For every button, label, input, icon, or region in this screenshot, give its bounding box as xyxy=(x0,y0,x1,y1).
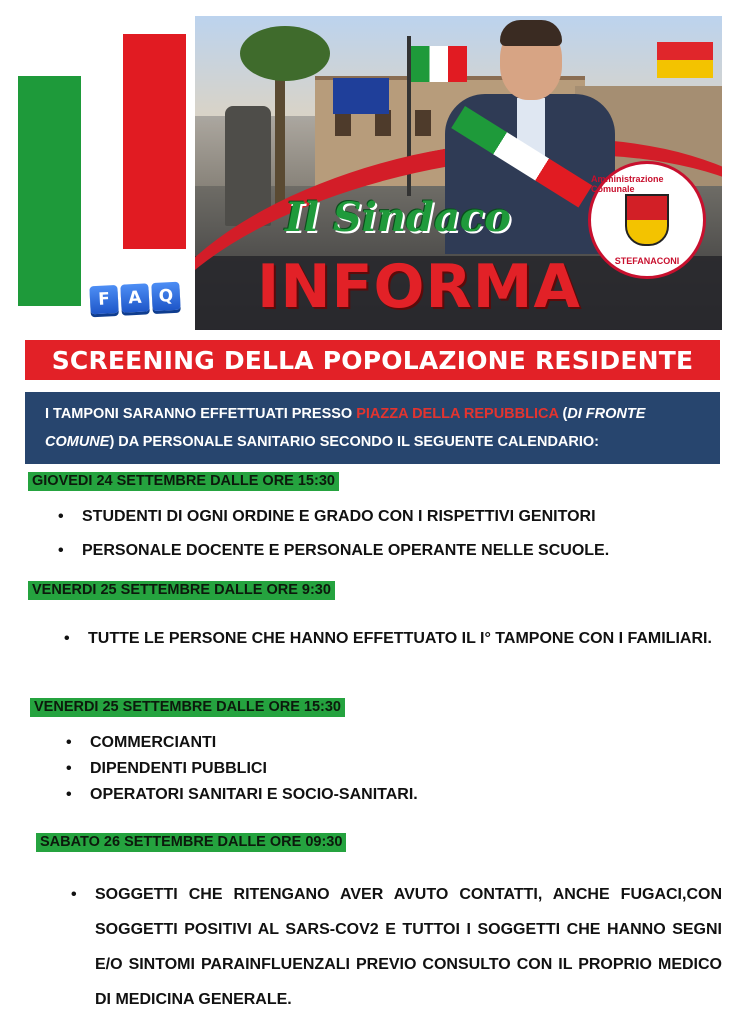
list-item: • DIPENDENTI PUBBLICI xyxy=(90,760,418,786)
date-label-4: SABATO 26 SETTEMBRE DALLE ORE 09:30 xyxy=(36,833,346,852)
list-item: • OPERATORI SANITARI E SOCIO-SANITARI. xyxy=(90,786,418,812)
flag-red-bar xyxy=(123,34,186,249)
palm-leaves xyxy=(240,26,330,81)
regional-flag-icon xyxy=(657,42,713,78)
list-item: • SOGGETTI CHE RITENGANO AVER AVUTO CONTATTI, ANCHE FUGACI,CON SOGGETTI POSITIVI AL SARS-COV2 E TUTTOI I SOGGETTI CHE HANNO SEGNI E/O SINTOMI PARAINFLUENZALI PREVIO CONSULTO CON IL PROPRIO MEDICO DI MEDICINA GENERALE. xyxy=(95,877,722,1017)
flag-green-bar xyxy=(18,76,81,306)
list-item: • TUTTE LE PERSONE CHE HANNO EFFETTUATO IL I° TAMPONE CON I FAMILIARI. xyxy=(88,623,720,655)
banner-image xyxy=(195,16,722,330)
list-item: • PERSONALE DOCENTE E PERSONALE OPERANTE NELLE SCUOLE. xyxy=(82,542,609,576)
list-4 xyxy=(95,877,722,1017)
faq-letter-q: Q xyxy=(151,282,180,311)
list-item: • COMMERCIANTI xyxy=(90,734,418,760)
list-item: • STUDENTI DI OGNI ORDINE E GRADO CON I RISPETTIVI GENITORI xyxy=(82,508,609,542)
eu-flag-icon xyxy=(333,78,389,114)
info-text-2: ( xyxy=(558,406,568,422)
info-place: PIAZZA DELLA REPUBBLICA xyxy=(356,406,559,422)
banner-title-informa: INFORMA xyxy=(257,252,581,322)
list-1 xyxy=(82,508,609,576)
municipal-seal xyxy=(588,161,706,279)
banner-title-sindaco: Il Sindaco xyxy=(285,194,511,241)
crest-icon xyxy=(625,194,669,246)
info-text-1: I TAMPONI SARANNO EFFETTUATI PRESSO xyxy=(45,406,357,422)
info-italic-2: COMUNE xyxy=(45,434,110,450)
date-label-1: GIOVEDI 24 SETTEMBRE DALLE ORE 15:30 xyxy=(28,472,339,491)
date-label-3: VENERDI 25 SETTEMBRE DALLE ORE 15:30 xyxy=(30,698,345,717)
seal-text-top: Amministrazione Comunale xyxy=(591,174,664,194)
faq-letter-f: F xyxy=(89,285,118,314)
faq-letter-a: A xyxy=(120,283,149,312)
list-2 xyxy=(88,623,720,655)
headline: SCREENING DELLA POPOLAZIONE RESIDENTE xyxy=(25,340,720,380)
info-text-3: ) DA PERSONALE SANITARIO SECONDO IL SEGUENTE CALENDARIO: xyxy=(109,434,599,450)
info-box xyxy=(25,392,720,464)
statue xyxy=(225,106,271,226)
seal-text-bottom: STEFANACONI xyxy=(614,256,680,266)
date-label-2: VENERDI 25 SETTEMBRE DALLE ORE 9:30 xyxy=(28,581,335,600)
info-italic-1: DI FRONTE xyxy=(567,406,646,422)
list-3 xyxy=(90,734,418,812)
faq-icon xyxy=(89,282,180,315)
